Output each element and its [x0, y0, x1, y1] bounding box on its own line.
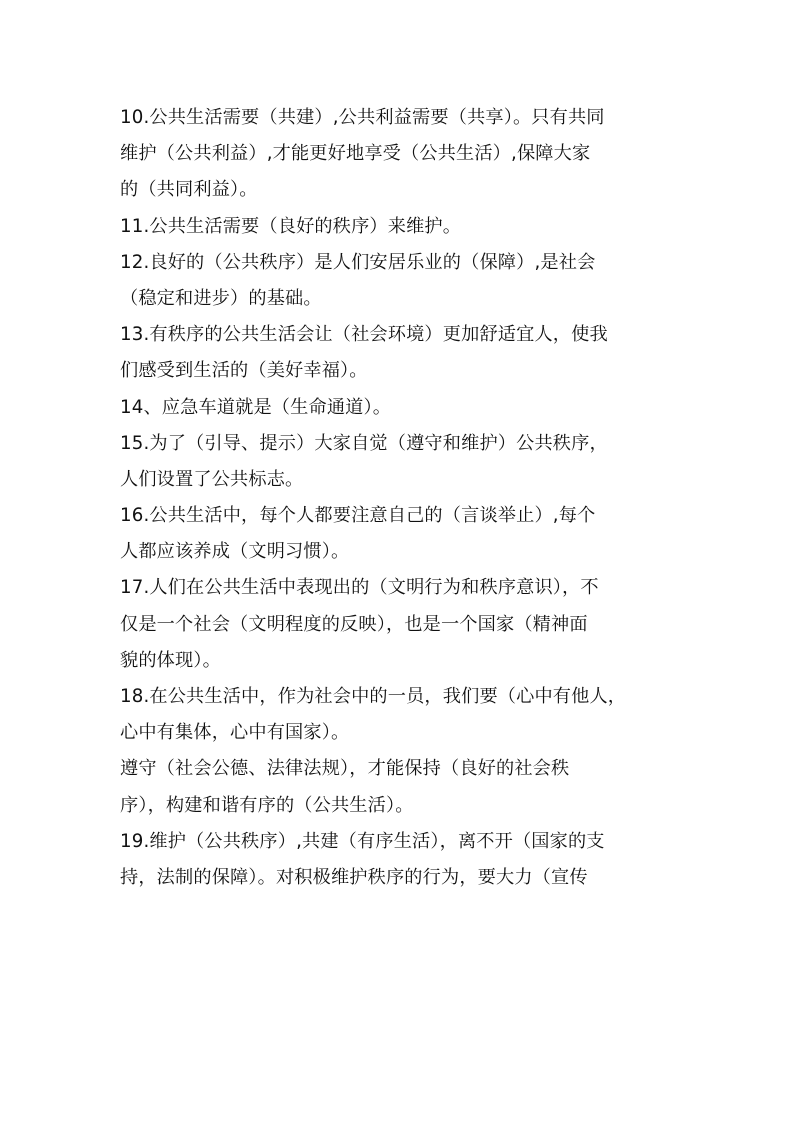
text-line: 人们设置了公共标志。 [120, 468, 304, 490]
document-body [120, 100, 675, 896]
text-line: 16.公共生活中，每个人都要注意自己的（言谈举止）,每个 [120, 505, 596, 527]
text-line: 序），构建和谐有序的（公共生活）。 [120, 794, 414, 816]
text-line: 心中有集体，心中有国家）。 [120, 722, 350, 744]
text-line: 13.有秩序的公共生活会让（社会环境）更加舒适宜人，使我 [120, 324, 608, 346]
text-line: 11.公共生活需要（良好的秩序）来维护。 [120, 215, 462, 237]
text-line: 貌的体现）。 [120, 649, 221, 671]
text-line: 18.在公共生活中，作为社会中的一员，我们要（心中有他人， [120, 686, 627, 707]
text-line: 的（共同利益）。 [120, 179, 258, 201]
text-line: 们感受到生活的（美好幸福）。 [120, 360, 368, 382]
text-line: 17.人们在公共生活中表现出的（文明行为和秩序意识），不 [120, 577, 599, 599]
text-line: 12.良好的（公共秩序）是人们安居乐业的（保障）,是社会 [120, 251, 596, 273]
text-line: 维护（公共利益）,才能更好地享受（公共生活）,保障大家 [120, 143, 591, 165]
text-line: （稳定和进步）的基础。 [120, 287, 322, 309]
text-line: 仅是一个社会（文明程度的反映），也是一个国家（精神面 [120, 613, 588, 635]
text-line: 15.为了（引导、提示）大家自觉（遵守和维护）公共秩序， [120, 432, 608, 454]
text-line: 19.维护（公共秩序）,共建（有序生活），离不开（国家的支 [120, 830, 605, 852]
text-line: 10.公共生活需要（共建）,公共利益需要（共享）。只有共同 [120, 107, 605, 128]
text-line: 14、应急车道就是（生命通道）。 [120, 396, 392, 418]
text-line: 持，法制的保障）。对积极维护秩序的行为，要大力（宣传 [120, 866, 588, 888]
text-line: 遵守（社会公德、法律法规），才能保持（良好的社会秩 [120, 758, 570, 780]
text-line: 人都应该养成（文明习惯）。 [120, 541, 350, 563]
